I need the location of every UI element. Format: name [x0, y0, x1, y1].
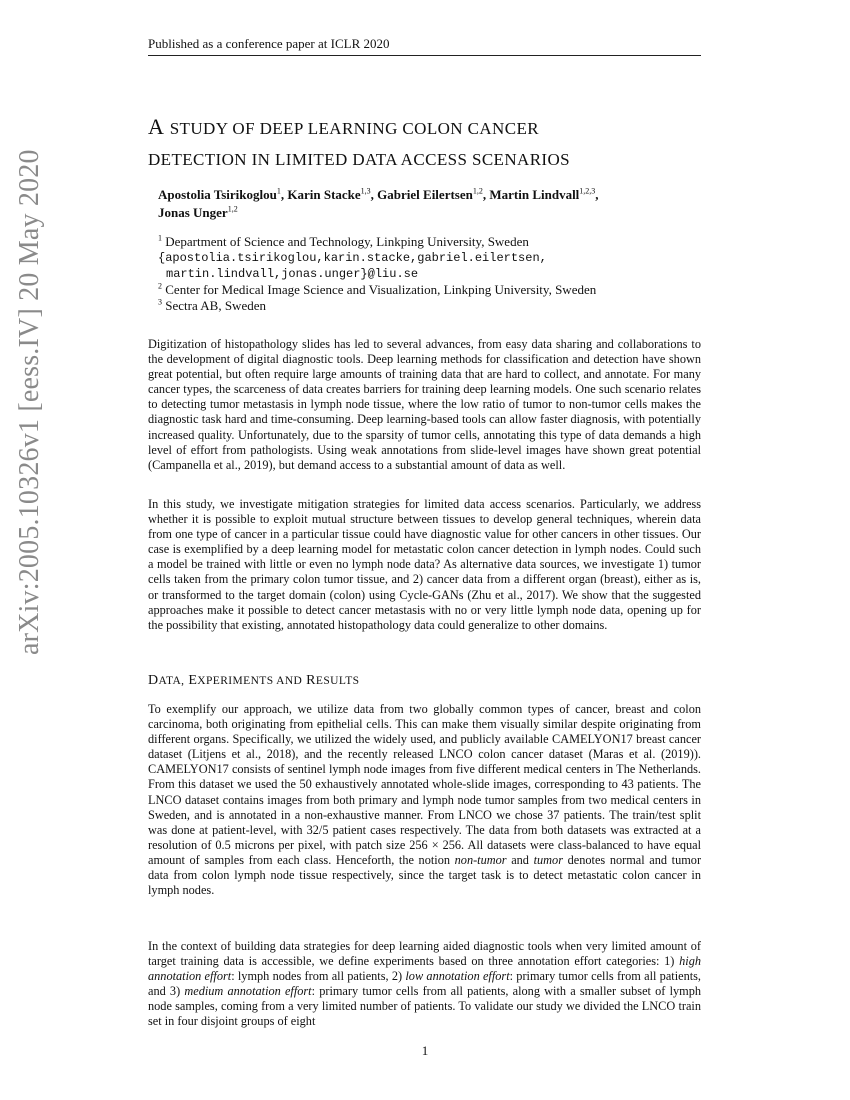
arxiv-stamp: arXiv:2005.10326v1 [eess.IV] 20 May 2020 — [14, 149, 45, 655]
author-list: Apostolia Tsirikoglou$^1$, Karin Stacke$^{1,3}$, Gabriel Eilertsen$^{1,2}$, Martin Lindvall$^{1,2,3}$, Jonas Unger$^{1,2}$ — [158, 186, 599, 220]
affiliation-1: $^1$ Department of Science and Technology, Linkping University, Sweden — [158, 233, 529, 249]
paragraph-experiments: In the context of building data strategies for deep learning aided diagnostic tools when very limited amount of target training data is accessible, we define experiments based on three annotation effort categories: 1) high annotation effort: lymph nodes from all patients, 2) low annotation effort: primary tumor cells from all patients, and 3) medium annotation effort: primary tumor cells from all patients, along with a smaller subset of lymph node samples, coming from a very limited number of patients. To validate our study we divided the LNCO train set in four disjoint groups of eight — [148, 939, 701, 1029]
email-line-1: {apostolia.tsirikoglou,karin.stacke,gabriel.eilertsen, — [158, 251, 547, 265]
author-name: Apostolia Tsirikoglou — [158, 187, 277, 202]
author-name: Jonas Unger — [158, 205, 228, 220]
affiliation-3: $^3$ Sectra AB, Sweden — [158, 297, 266, 313]
paragraph-data: To exemplify our approach, we utilize data from two globally common types of cancer, breast and colon carcinoma, both originating from epithelial cells. This can make them visually similar despite originating from different organs. Specifically, we utilized the widely used, and publicly available CAMELYON17 breast cancer dataset (Litjens et al., 2018), and the recently released LNCO colon cancer dataset (Maras et al. (2019)). CAMELYON17 consists of sentinel lymph node images from five different medical centers in The Netherlands. From this dataset we used the 50 exhaustively annotated whole-slide images, corresponding to 43 patients. The LNCO dataset contains images from both primary and lymph node tumor samples from two medical centers in Sweden, and is annotated in a non-exhaustive manner. From LNCO we chose 37 patients. The train/test split was done at patient-level, with 32/5 patient cases respectively. The data from both datasets was extracted at a resolution of 0.5 microns per pixel, with patch size 256 × 256. All datasets were class-balanced to have equal amount of samples from each class. Henceforth, the notion non-tumor and tumor denotes normal and tumor data from colon lymph node tissue respectively, since the target task is to detect metastatic colon cancer in lymph nodes. — [148, 702, 702, 898]
author-name: Gabriel Eilertsen — [377, 187, 473, 202]
email-line-2: martin.lindvall,jonas.unger}@liu.se — [166, 267, 419, 281]
header-rule — [148, 55, 701, 56]
paragraph-study: In this study, we investigate mitigation strategies for limited data access scenarios. Particularly, we address whether it is possible to exploit mutual structure between tissues to develop general techniques, wherein data from one type of cancer in a particular tissue could have diagnostic value for other cancers in other tissues. Our case is exemplified by a deep learning model for metastatic colon cancer detection in lymph nodes. Could such a model be trained with little or even no lymph node data? As alternative data sources, we investigate 1) tumor cells taken from the primary colon tumor tissue, and 2) cancer data from a different organ (breast), either as is, or transformed to the target domain (colon) using Cycle-GANs (Zhu et al., 2017). We show that the suggested approaches make it possible to detect cancer metastasis with no or very little lymph node data, opening up for the possibility that existing, annotated histopathology data could generalize to other domains. — [148, 497, 701, 632]
author-name: Martin Lindvall — [489, 187, 580, 202]
paragraph-intro: Digitization of histopathology slides has led to several advances, from easy data sharing and collaborations to the development of digital diagnostic tools. Deep learning methods for classification and detection have shown great potential, but often require large amounts of training data that are hard to collect, and annotate. For many cancer types, the scarceness of data creates barriers for training deep learning models. One such scenario relates to detecting tumor metastasis in lymph node tissue, where the low ratio of tumor to non-tumor cells makes the diagnostic task hard and time-consuming. Deep learning-based tools can allow faster diagnosis, with potentially increased quality. Unfortunately, due to the sparsity of tumor cells, annotating this type of data demands a high level of effort from pathologists. Using weak annotations from slide-level images have shown great potential (Campanella et al., 2019), but demand access to a substantial amount of data as well. — [148, 337, 701, 472]
title-line-1: A STUDY OF DEEP LEARNING COLON CANCER — [148, 114, 539, 139]
section-heading: DATA, EXPERIMENTS AND RESULTS — [148, 673, 360, 688]
title-line-2: DETECTION IN LIMITED DATA ACCESS SCENARIOS — [148, 150, 571, 169]
paper-title — [148, 112, 708, 175]
affiliations — [158, 234, 703, 314]
running-header: Published as a conference paper at ICLR 2020 — [148, 36, 390, 51]
author-name: Karin Stacke — [287, 187, 361, 202]
affiliation-2: $^2$ Center for Medical Image Science and Visualization, Linkping University, Sweden — [158, 281, 597, 297]
page-number: 1 — [421, 1043, 429, 1058]
